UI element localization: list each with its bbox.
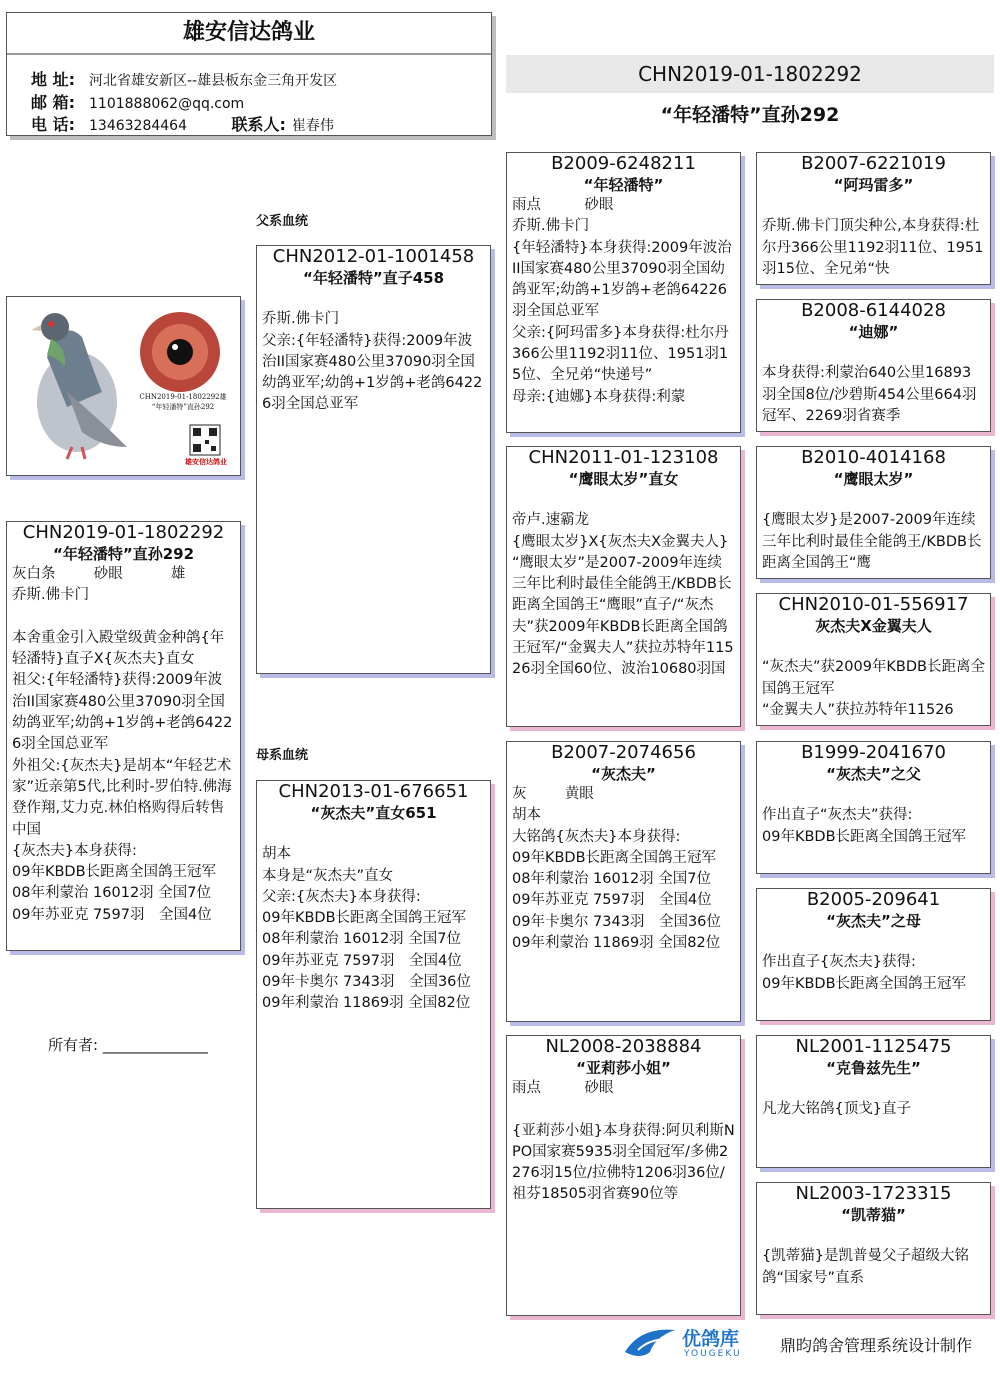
bird-card-sire-dam[interactable]	[506, 446, 741, 727]
bird-card-ssd[interactable]	[756, 299, 991, 432]
bird-card-dds[interactable]	[756, 1035, 991, 1168]
contact-label: 联系人:	[231, 115, 286, 134]
ring-number: CHN2013-01-676651	[278, 781, 469, 802]
ring-number: B2010-4014168	[801, 447, 946, 468]
bird-name: 灰杰夫X金翼夫人	[815, 617, 932, 635]
photo-caption-2: “年轻潘特”直孙292	[151, 403, 215, 411]
yougeku-logo	[620, 1322, 770, 1367]
address-label: 地 址:	[31, 70, 75, 89]
ring-number: B2008-6144028	[801, 300, 946, 321]
bird-details: 凡龙大铭鸽{顶戈}直子	[762, 1101, 911, 1118]
bird-details: 帝卢.速霸龙 {鹰眼太岁}X{灰杰夫X金翼夫人} “鹰眼太岁”是2007-2009年连续三年比利时最佳全能鸽王/KBDB长距离全国鸽王“鹰眼”直子/“灰杰夫”获2009年KBDB长距离全国鸽王冠军/“金翼夫人”获拉苏特年11526羽全国60位、波治10680羽国	[512, 512, 734, 678]
bird-logo-icon	[620, 1322, 680, 1362]
ring-number: B1999-2041670	[801, 742, 946, 763]
farm-name: 雄安信达鸽业	[7, 13, 491, 55]
photo-caption: CHN2019-01-1802292雄	[139, 393, 227, 401]
ring-number: NL2008-2038884	[545, 1036, 702, 1057]
main-ring-title: CHN2019-01-1802292	[506, 55, 994, 93]
email-label: 邮 箱:	[31, 93, 75, 112]
bird-details: {凯蒂猫}是凯普曼父子超级大铭鸽“国家号”直系	[762, 1248, 969, 1286]
bird-name: “灰杰夫”直女651	[310, 804, 437, 822]
bird-card-dss[interactable]	[756, 741, 991, 874]
email-value[interactable]: 1101888062@qq.com	[89, 96, 245, 112]
bird-details: 作出直子“灰杰夫”获得: 09年KBDB长距离全国鸽王冠军	[762, 807, 967, 845]
bird-name: “迪娜”	[848, 323, 899, 341]
bird-details: 雨点 砂眼 乔斯.佛卡门 {年轻潘特}本身获得:2009年波治II国家赛480公里37090羽全国幼鸽亚军;幼鸽+1岁鸽+老鸽64226羽全国总亚军 父亲:{阿玛雷多}本身获得:杜尔丹366公里1192羽11位、1951羽15位、全兄弟“快递号” 母亲:{迪娜}本身获得:利蒙	[512, 197, 732, 405]
bird-card-dam-sire[interactable]	[506, 741, 741, 1022]
bird-card-sire-sire[interactable]	[506, 152, 741, 433]
bird-name: “克鲁兹先生”	[826, 1059, 921, 1077]
ring-number: NL2001-1125475	[795, 1036, 952, 1057]
address-row	[31, 67, 337, 90]
ring-number: CHN2010-01-556917	[778, 594, 969, 615]
bird-card-sss[interactable]	[756, 152, 991, 285]
ring-number: CHN2019-01-1802292	[22, 522, 225, 543]
ring-number: B2005-209641	[806, 889, 941, 910]
bird-details: 乔斯.佛卡门顶尖种公,本身获得:杜尔丹366公里1192羽11位、1951羽15位、全兄弟“快	[762, 218, 984, 277]
ring-number: CHN2011-01-123108	[528, 447, 719, 468]
pigeon-photo	[6, 296, 241, 476]
bird-name: “年轻潘特”直孙292	[52, 545, 195, 563]
ring-number: CHN2012-01-1001458	[272, 246, 475, 267]
bird-name: “凯蒂猫”	[841, 1206, 906, 1224]
bird-details: “灰杰夫”获2009年KBDB长距离全国鸽王冠军 “金翼夫人”获拉苏特年11526	[762, 659, 985, 718]
footer-credit: 鼎昀鸽舍管理系统设计制作	[780, 1336, 973, 1355]
father-line-label: 父系血统	[256, 214, 309, 229]
bird-card-ddd[interactable]	[756, 1182, 991, 1315]
bird-name: “年轻潘特”	[583, 176, 664, 194]
bird-card-sire[interactable]	[256, 245, 491, 674]
bird-details: {鹰眼太岁}是2007-2009年连续三年比利时最佳全能鸽王/KBDB长距离全国鸽王“鹰	[762, 512, 982, 571]
phone-value: 13463284464	[89, 118, 187, 134]
ring-number: B2009-6248211	[551, 153, 696, 174]
bird-details: 雨点 砂眼 {亚莉莎小姐}本身获得:阿贝利斯NPO国家赛5935羽全国冠军/多佛2276羽15位/拉佛特1206羽36位/祖芬18505羽省赛90位等	[512, 1080, 735, 1203]
logo-text: 优鸽库	[682, 1328, 740, 1350]
bird-card-sdd[interactable]	[756, 593, 991, 726]
bird-name: “鹰眼太岁”	[833, 470, 914, 488]
bird-card-dsd[interactable]	[756, 888, 991, 1021]
main-bird-title: “年轻潘特”直孙292	[660, 104, 840, 126]
bird-card-self[interactable]	[6, 521, 241, 951]
bird-card-dam-dam[interactable]	[506, 1035, 741, 1316]
ring-number: B2007-2074656	[551, 742, 696, 763]
bird-card-dam[interactable]	[256, 780, 491, 1209]
bird-name: “鹰眼太岁”直女	[568, 470, 679, 488]
ring-number: B2007-6221019	[801, 153, 946, 174]
bird-details: 本身获得:利蒙治640公里16893羽全国8位/沙碧斯454公里664羽冠军、2269羽省赛季	[762, 365, 977, 424]
phone-label: 电 话:	[31, 115, 75, 134]
bird-details: 胡本 本身是“灰杰夫”直女 父亲:{灰杰夫}本身获得: 09年KBDB长距离全国鸽王冠军 08年利蒙治 16012羽 全国7位 09年苏亚克 7597羽 全国4位 09年卡奥尔 7343羽 全国36位 09年利蒙治 11869羽 全国82位	[262, 846, 471, 1012]
bird-name: “年轻潘特”直子458	[302, 269, 445, 287]
bird-details: 作出直子{灰杰夫}获得: 09年KBDB长距离全国鸽王冠军	[762, 954, 967, 992]
ring-number: NL2003-1723315	[795, 1183, 952, 1204]
bird-details: 灰白条 砂眼 雄 乔斯.佛卡门 本舍重金引入殿堂级黄金种鸽{年轻潘特}直子X{灰杰夫}直女 祖父:{年轻潘特}获得:2009年波治II国家赛480公里37090羽全国幼鸽亚军;幼鸽+1岁鸽+老鸽64226羽全国总亚军 外祖父:{灰杰夫}是胡本“年轻艺术家”近亲第5代,比利时-罗伯特.佛海登作翔,艾力克.林伯格购得后转售中国 {灰杰夫}本身获得: 09年KBDB长距离全国鸽王冠军 08年利蒙治 16012羽 全国7位 09年苏亚克 7597羽 全国4位	[12, 566, 233, 923]
owner-line: 所有者: ______________	[48, 1036, 208, 1054]
email-row	[31, 90, 244, 113]
photo-brand: 雄安信达鸽业	[185, 458, 227, 466]
pigeon-illustration	[7, 297, 240, 475]
phone-row	[31, 112, 334, 135]
bird-card-sds[interactable]	[756, 446, 991, 579]
mother-line-label: 母系血统	[256, 748, 309, 763]
contact-value: 崔春伟	[291, 118, 334, 134]
logo-subtext: YOUGEKU	[684, 1349, 742, 1359]
bird-name: “阿玛雷多”	[833, 176, 914, 194]
bird-details: 乔斯.佛卡门 父亲:{年轻潘特}获得:2009年波治II国家赛480公里37090羽全国幼鸽亚军;幼鸽+1岁鸽+老鸽64226羽全国总亚军	[262, 311, 483, 413]
bird-name: “灰杰夫”之母	[826, 912, 921, 930]
bird-details: 灰 黄眼 胡本 大铭鸽{灰杰夫}本身获得: 09年KBDB长距离全国鸽王冠军 08年利蒙治 16012羽 全国7位 09年苏亚克 7597羽 全国4位 09年卡奥尔 7343羽 全国36位 09年利蒙治 11869羽 全国82位	[512, 786, 721, 952]
bird-name: “灰杰夫”之父	[826, 765, 921, 783]
bird-name: “亚莉莎小姐”	[576, 1059, 671, 1077]
address-value: 河北省雄安新区--雄县板东金三角开发区	[89, 73, 338, 89]
bird-name: “灰杰夫”	[591, 765, 656, 783]
farm-header	[6, 12, 492, 136]
